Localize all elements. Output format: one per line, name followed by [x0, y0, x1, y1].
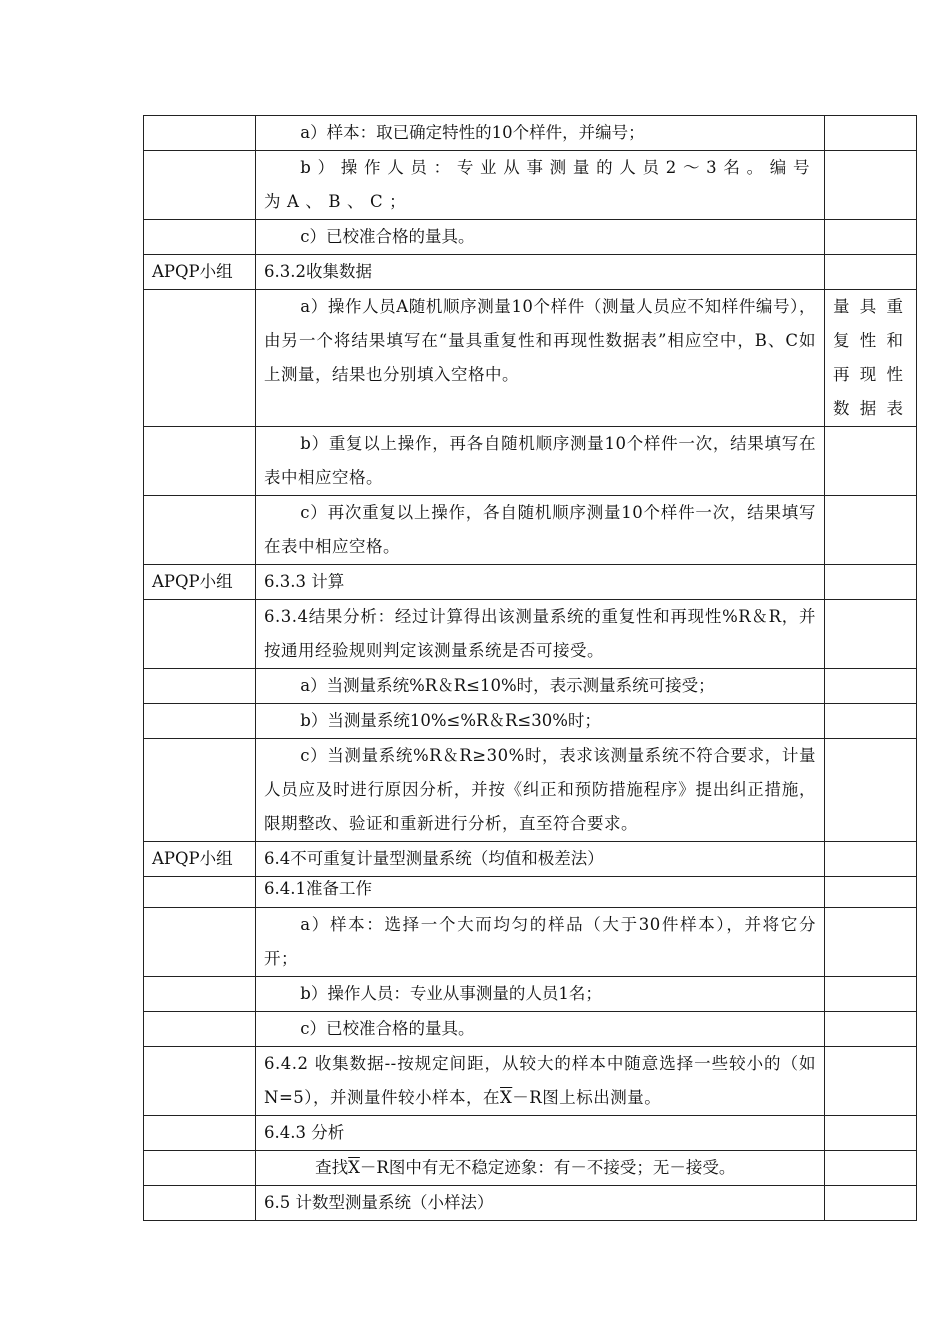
owner-cell	[144, 1047, 256, 1116]
owner-cell	[144, 908, 256, 977]
record-cell	[825, 739, 917, 842]
table-row	[144, 739, 917, 842]
table-row	[144, 1012, 917, 1047]
content-cell: c）再次重复以上操作，各自随机顺序测量10个样件一次，结果填写在表中相应空格。	[256, 496, 825, 565]
content-cell: c）已校准合格的量具。	[256, 220, 825, 255]
content-cell: 6.4不可重复计量型测量系统（均值和极差法）	[256, 842, 825, 877]
record-cell: 量具重复性和再现性数据表	[825, 290, 917, 427]
table-row	[144, 977, 917, 1012]
table-row	[144, 116, 917, 151]
record-cell	[825, 151, 917, 220]
owner-cell	[144, 669, 256, 704]
record-cell	[825, 877, 917, 908]
content-cell: 6.3.3 计算	[256, 565, 825, 600]
owner-cell	[144, 1151, 256, 1186]
owner-cell: APQP小组	[144, 255, 256, 290]
owner-cell	[144, 739, 256, 842]
table-row	[144, 427, 917, 496]
content-cell: 6.3.4结果分析：经过计算得出该测量系统的重复性和再现性%R＆R，并按通用经验规则判定该测量系统是否可接受。	[256, 600, 825, 669]
content-cell: a）操作人员A随机顺序测量10个样件（测量人员应不知样件编号），由另一个将结果填写在“量具重复性和再现性数据表”相应空中，B、C如上测量，结果也分别填入空格中。	[256, 290, 825, 427]
table-row	[144, 290, 917, 427]
owner-cell	[144, 496, 256, 565]
owner-cell	[144, 977, 256, 1012]
owner-cell	[144, 1116, 256, 1151]
owner-cell: APQP小组	[144, 842, 256, 877]
table-row	[144, 1151, 917, 1186]
table-row	[144, 220, 917, 255]
owner-cell: APQP小组	[144, 565, 256, 600]
record-cell	[825, 704, 917, 739]
owner-cell	[144, 290, 256, 427]
owner-cell	[144, 877, 256, 908]
table-row	[144, 565, 917, 600]
record-cell	[825, 600, 917, 669]
table-row	[144, 1186, 917, 1221]
record-cell	[825, 220, 917, 255]
record-cell	[825, 1047, 917, 1116]
table-row	[144, 1047, 917, 1116]
record-cell	[825, 1151, 917, 1186]
record-cell	[825, 427, 917, 496]
content-cell: b）操作人员：专业从事测量的人员2～3名。编号为A、B、C；	[256, 151, 825, 220]
table-row	[144, 1116, 917, 1151]
content-cell: a）样本：选择一个大而均匀的样品（大于30件样本），并将它分开；	[256, 908, 825, 977]
record-cell	[825, 977, 917, 1012]
record-cell	[825, 1116, 917, 1151]
table-row	[144, 704, 917, 739]
record-cell	[825, 496, 917, 565]
owner-cell	[144, 704, 256, 739]
content-text: －R图中有无不稳定迹象：有－不接受；无－接受。	[359, 1158, 736, 1177]
record-cell	[825, 669, 917, 704]
record-cell	[825, 1186, 917, 1221]
x-bar-symbol: $\overline{X}$	[348, 1158, 360, 1177]
owner-cell	[144, 151, 256, 220]
content-text: －R图上标出测量。	[512, 1088, 662, 1107]
content-cell: b）重复以上操作，再各自随机顺序测量10个样件一次，结果填写在表中相应空格。	[256, 427, 825, 496]
content-text: 6.4.2 收集数据--按规定间距，从较大的样本中随意选择一些较小的（如N=5），并测量件较小样本，在	[264, 1054, 816, 1107]
content-cell: a）样本：取已确定特性的10个样件，并编号；	[256, 116, 825, 151]
owner-cell	[144, 1012, 256, 1047]
table-row	[144, 908, 917, 977]
content-cell: c）已校准合格的量具。	[256, 1012, 825, 1047]
content-cell: c）当测量系统%R＆R≥30%时，表求该测量系统不符合要求，计量人员应及时进行原因分析，并按《纠正和预防措施程序》提出纠正措施，限期整改、验证和重新进行分析，直至符合要求。	[256, 739, 825, 842]
record-cell	[825, 1012, 917, 1047]
record-cell	[825, 255, 917, 290]
record-cell	[825, 565, 917, 600]
content-cell: 6.3.2收集数据	[256, 255, 825, 290]
record-cell	[825, 908, 917, 977]
content-cell	[256, 1151, 825, 1186]
content-cell: 6.5 计数型测量系统（小样法）	[256, 1186, 825, 1221]
content-text: 查找	[315, 1158, 349, 1177]
content-cell: b）操作人员：专业从事测量的人员1名；	[256, 977, 825, 1012]
content-cell	[256, 1047, 825, 1116]
table-row	[144, 151, 917, 220]
content-cell: b）当测量系统10%≤%R＆R≤30%时；	[256, 704, 825, 739]
owner-cell	[144, 427, 256, 496]
owner-cell	[144, 600, 256, 669]
content-cell: 6.4.1准备工作	[256, 877, 825, 908]
content-cell: 6.4.3 分析	[256, 1116, 825, 1151]
owner-cell	[144, 220, 256, 255]
table-row	[144, 669, 917, 704]
procedure-table	[143, 115, 917, 1221]
owner-cell	[144, 116, 256, 151]
table-row	[144, 600, 917, 669]
table-row	[144, 877, 917, 908]
table-row	[144, 255, 917, 290]
owner-cell	[144, 1186, 256, 1221]
content-cell: a）当测量系统%R＆R≤10%时，表示测量系统可接受；	[256, 669, 825, 704]
x-bar-symbol: $\overline{X}$	[500, 1088, 513, 1107]
record-cell	[825, 116, 917, 151]
table-row	[144, 496, 917, 565]
record-cell	[825, 842, 917, 877]
table-row	[144, 842, 917, 877]
